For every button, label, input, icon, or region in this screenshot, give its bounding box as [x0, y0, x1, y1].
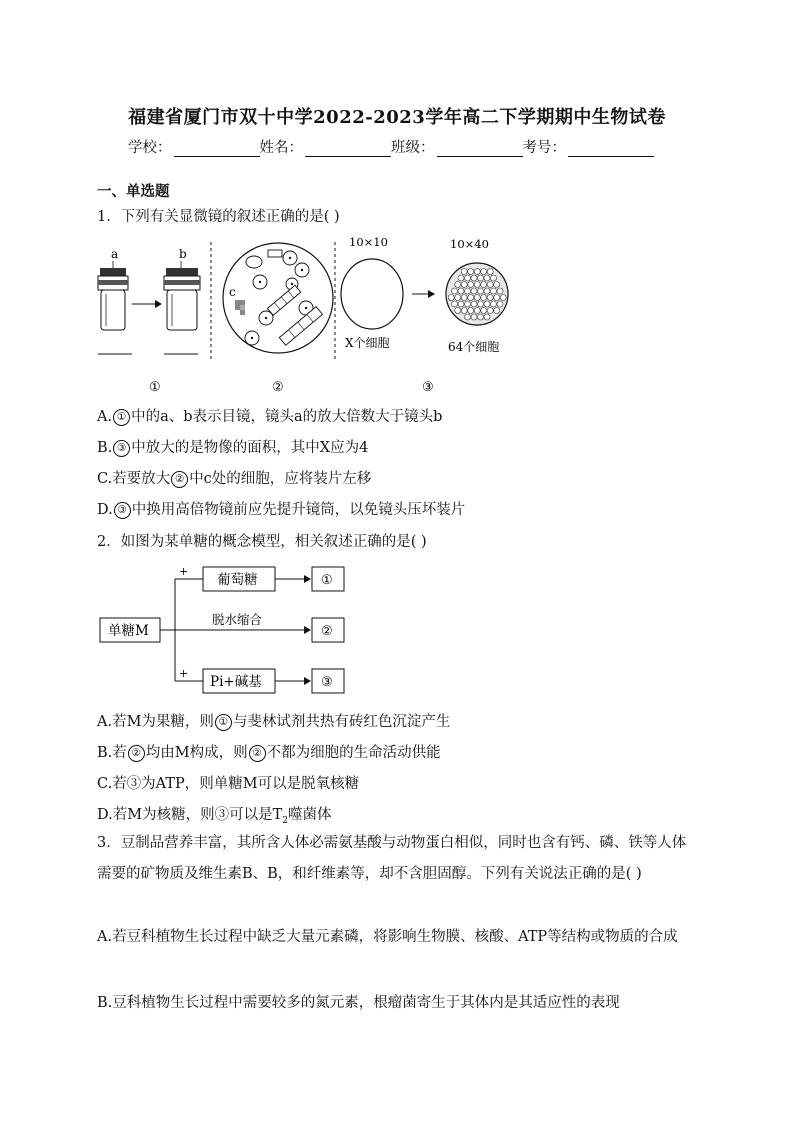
- cell-texture: [452, 301, 458, 307]
- question-1-figure: [92, 232, 522, 397]
- cell-texture: [468, 308, 474, 314]
- circled-number: ①: [113, 409, 130, 426]
- section-heading: 一、单选题: [97, 183, 170, 200]
- class-blank[interactable]: [437, 140, 523, 157]
- cell-texture: [484, 288, 490, 294]
- q2-option-b[interactable]: [97, 741, 441, 762]
- cell-texture: [461, 308, 467, 314]
- lens-a-icon: [98, 268, 128, 330]
- cell-texture: [487, 282, 493, 288]
- cell-texture: [465, 288, 471, 294]
- exam-number-blank[interactable]: [568, 140, 654, 157]
- cell-texture: [471, 275, 477, 281]
- option-text: 与斐林试剂共热有砖红色沉淀产生: [232, 714, 451, 730]
- cell-texture: [491, 301, 497, 307]
- cell-texture: [497, 301, 503, 307]
- panel-3-label: ③: [422, 380, 434, 395]
- cell-texture: [448, 295, 454, 301]
- question-2-stem: 2．如图为某单糖的概念模型，相关叙述正确的是( ): [97, 534, 427, 550]
- cell-texture: [465, 301, 471, 307]
- option-text: 不都为细胞的生命活动供能: [266, 745, 441, 761]
- option-text: 中的a、b表示目镜，镜头a的放大倍数大于镜头b: [131, 409, 443, 425]
- panel-1-label: ①: [149, 380, 161, 395]
- cell-texture: [487, 308, 493, 314]
- circled-number: ②: [128, 745, 145, 762]
- option-text: 中换用高倍物镜前应先提升镜筒，以免镜头压坏装片: [131, 502, 466, 518]
- name-blank[interactable]: [305, 140, 391, 157]
- cell-texture: [481, 269, 487, 275]
- cell-texture: [461, 295, 467, 301]
- cell-texture: [468, 295, 474, 301]
- circled-number: ②: [171, 471, 188, 488]
- cell-texture: [474, 295, 480, 301]
- cell-texture: [455, 308, 461, 314]
- cell-texture: [471, 314, 477, 320]
- cell-texture: [500, 295, 506, 301]
- cell-texture: [468, 269, 474, 275]
- question-1-stem: 1．下列有关显微镜的叙述正确的是( ): [97, 209, 340, 225]
- cell-texture: [484, 275, 490, 281]
- option-text: 中c处的细胞，应将装片左移: [189, 471, 372, 487]
- cell-texture: [465, 314, 471, 320]
- school-label: 学校：: [128, 140, 172, 156]
- cell-texture: [455, 282, 461, 288]
- panel-2-label: ②: [272, 380, 284, 395]
- cell-texture: [461, 282, 467, 288]
- glucose-label: 葡萄糖: [217, 572, 258, 588]
- option-prefix: B.若: [97, 745, 127, 761]
- cells-64-label: 64个细胞: [448, 340, 500, 354]
- output-3-label: ③: [321, 675, 333, 690]
- magnification-low: 10×10: [349, 235, 388, 249]
- cell-texture: [481, 282, 487, 288]
- cell-texture: [465, 275, 471, 281]
- high-power-view-icon: [446, 263, 508, 325]
- cell-texture: [461, 269, 467, 275]
- class-label: 班级：: [391, 140, 435, 156]
- cell-texture: [452, 288, 458, 294]
- cell-texture: [487, 269, 493, 275]
- cell-texture: [474, 282, 480, 288]
- cell-texture: [484, 301, 490, 307]
- cell-texture: [491, 288, 497, 294]
- cell-texture: [487, 295, 493, 301]
- name-label: 姓名：: [259, 140, 303, 156]
- q1-option-d[interactable]: [97, 498, 465, 519]
- option-text: 噬菌体: [287, 807, 332, 823]
- cell-texture: [478, 301, 484, 307]
- cell-texture: [478, 288, 484, 294]
- circled-number: ②: [249, 745, 266, 762]
- option-prefix: D.: [97, 502, 113, 518]
- cell-texture: [478, 314, 484, 320]
- option-prefix: A.: [97, 409, 113, 425]
- circled-number: ①: [215, 714, 232, 731]
- q2-option-c[interactable]: C.若③为ATP，则单糖M可以是脱氧核糖: [97, 776, 360, 792]
- output-2-label: ②: [321, 624, 333, 639]
- cell-texture: [458, 275, 464, 281]
- option-text: D.若M为核糖，则③可以是T: [97, 807, 283, 823]
- lens-a-label: a: [111, 247, 119, 261]
- magnification-high: 10×40: [450, 237, 489, 251]
- option-prefix: B.: [97, 440, 113, 456]
- cell-texture: [468, 282, 474, 288]
- subscript: 2: [282, 815, 288, 826]
- plus-bottom: +: [179, 667, 189, 680]
- lens-b-icon: [164, 268, 200, 330]
- dehydration-label: 脱水缩合: [212, 612, 263, 627]
- cell-texture: [458, 301, 464, 307]
- pi-base-label: Pi+碱基: [210, 674, 262, 690]
- cell-texture: [455, 295, 461, 301]
- q2-option-d[interactable]: [97, 803, 331, 826]
- cell-texture: [474, 308, 480, 314]
- cell-texture: [494, 282, 500, 288]
- cell-texture: [484, 314, 490, 320]
- monosaccharide-label: 单糖M: [108, 623, 149, 639]
- cell-texture: [474, 269, 480, 275]
- school-blank[interactable]: [174, 140, 260, 157]
- option-text: 均由M构成，则: [145, 745, 248, 761]
- low-power-view-icon: [341, 259, 403, 329]
- q2-option-a[interactable]: [97, 710, 450, 731]
- exam-number-label: 考号：: [522, 140, 566, 156]
- cell-texture: [494, 308, 500, 314]
- circled-number: ③: [114, 502, 131, 519]
- q3-option-a[interactable]: A.若豆科植物生长过程中缺乏大量元素磷，将影响生物膜、核酸、ATP等结构或物质的合成: [97, 929, 678, 945]
- cell-texture: [497, 288, 503, 294]
- student-info-line: [128, 136, 654, 157]
- option-prefix: C.若要放大: [97, 471, 171, 487]
- cell-texture: [458, 288, 464, 294]
- exam-title: 福建省厦门市双十中学2022-2023学年高二下学期期中生物试卷: [128, 107, 666, 128]
- option-text: 中放大的是物像的面积，其中X应为4: [131, 440, 369, 456]
- cell-texture: [491, 275, 497, 281]
- cell-texture: [471, 301, 477, 307]
- cell-texture: [481, 308, 487, 314]
- cells-x-label: X个细胞: [345, 336, 390, 350]
- plus-top: +: [179, 565, 189, 578]
- q1-option-b[interactable]: [97, 436, 368, 457]
- q3-option-b[interactable]: B.豆科植物生长过程中需要较多的氮元素，根瘤菌寄生于其体内是其适应性的表现: [97, 995, 620, 1011]
- question-2-figure: [97, 560, 357, 700]
- option-prefix: A.若M为果糖，则: [97, 714, 214, 730]
- cell-texture: [494, 295, 500, 301]
- question-3-stem: 3．豆制品营养丰富，其所含人体必需氨基酸与动物蛋白相似，同时也含有钙、磷、铁等人体需要的矿物质及维生素B、B，和纤维素等，却不含胆固醇。下列有关说法正确的是( ): [97, 835, 687, 882]
- cell-texture: [481, 295, 487, 301]
- cell-texture: [471, 288, 477, 294]
- q1-option-a[interactable]: [97, 405, 442, 426]
- field-of-view-icon: [223, 243, 333, 353]
- cell-texture: [478, 275, 484, 281]
- output-1-label: ①: [321, 573, 333, 588]
- cell-c-label: c: [229, 285, 236, 299]
- lens-b-label: b: [179, 247, 187, 261]
- circled-number: ③: [113, 440, 130, 457]
- q1-option-c[interactable]: [97, 467, 371, 488]
